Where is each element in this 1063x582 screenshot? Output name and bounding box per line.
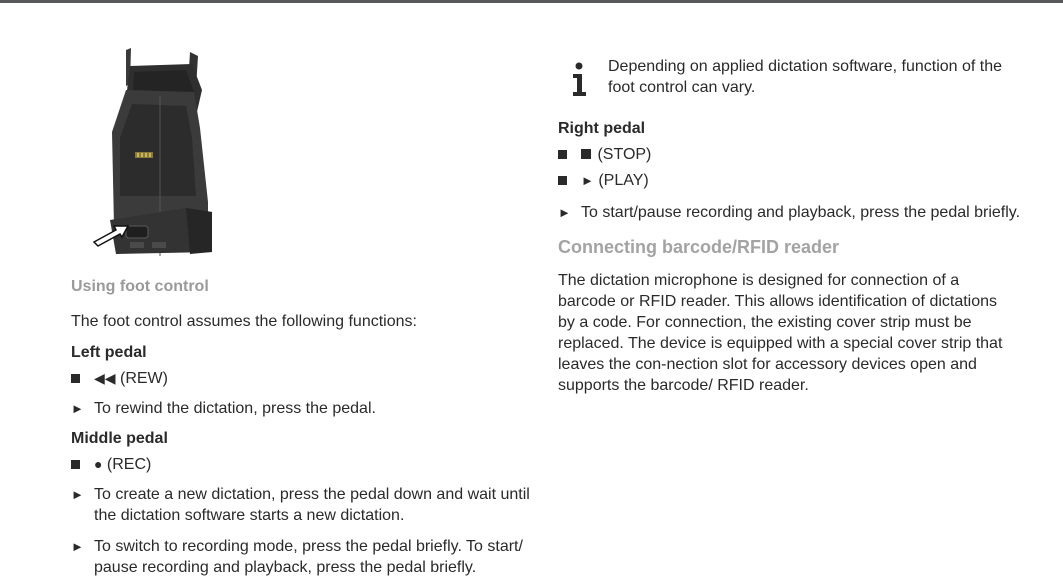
info-icon	[570, 62, 590, 98]
right-pedal-instruction: ► To start/pause recording and playback, press the pedal briefly.	[558, 204, 1021, 221]
section-subheading: Using foot control	[71, 278, 209, 295]
play-icon: ►	[581, 173, 594, 188]
intro-text: The foot control assumes the following functions:	[71, 313, 417, 330]
stop-label: (STOP)	[597, 146, 652, 163]
bullet-square-icon	[71, 454, 80, 475]
bullet-square-icon	[558, 170, 567, 191]
play-arrow-icon: ►	[71, 487, 84, 502]
rewind-icon: ◀◀	[94, 370, 116, 386]
middle-pedal-instruction-2: ► To switch to recording mode, press the pedal briefly. To start/ pause recording and playback, press the pedal briefly.	[71, 538, 523, 576]
bullet-square-icon	[71, 368, 80, 389]
stop-icon	[581, 149, 591, 159]
middle-pedal-instruction-1: ► To create a new dictation, press the pedal down and wait until the dictation software starts a new dictation.	[71, 486, 530, 524]
record-icon: ●	[94, 456, 103, 472]
barcode-body: The dictation microphone is designed for connection of a barcode or RFID reader. This allows identification of dictations by a code. For connection, the existing cover strip must be replaced. The device is equipped with a special cover strip that leaves the con-nection slot for accessory devices open and supports the barcode/ RFID reader.	[558, 272, 1003, 394]
rew-label: (REW)	[120, 370, 168, 387]
right-pedal-stop	[558, 144, 1051, 165]
left-pedal-heading: Left pedal	[71, 344, 147, 361]
top-rule	[0, 0, 1063, 3]
middle-pedal-heading: Middle pedal	[71, 430, 168, 447]
left-pedal-function	[71, 368, 554, 389]
play-arrow-icon: ►	[558, 205, 571, 220]
play-arrow-icon: ►	[71, 401, 84, 416]
bullet-square-icon	[558, 144, 567, 165]
device-illustration	[90, 46, 220, 262]
play-arrow-icon: ►	[71, 539, 84, 554]
right-pedal-play	[558, 170, 1051, 191]
info-note-text: Depending on applied dictation software, function of the foot control can vary.	[608, 58, 1003, 96]
barcode-heading: Connecting barcode/RFID reader	[558, 237, 840, 257]
middle-pedal-function	[71, 454, 554, 475]
rec-label: (REC)	[106, 456, 152, 473]
right-pedal-heading: Right pedal	[558, 120, 646, 137]
play-label: (PLAY)	[598, 172, 649, 189]
left-pedal-instruction: ► To rewind the dictation, press the pedal.	[71, 400, 376, 417]
